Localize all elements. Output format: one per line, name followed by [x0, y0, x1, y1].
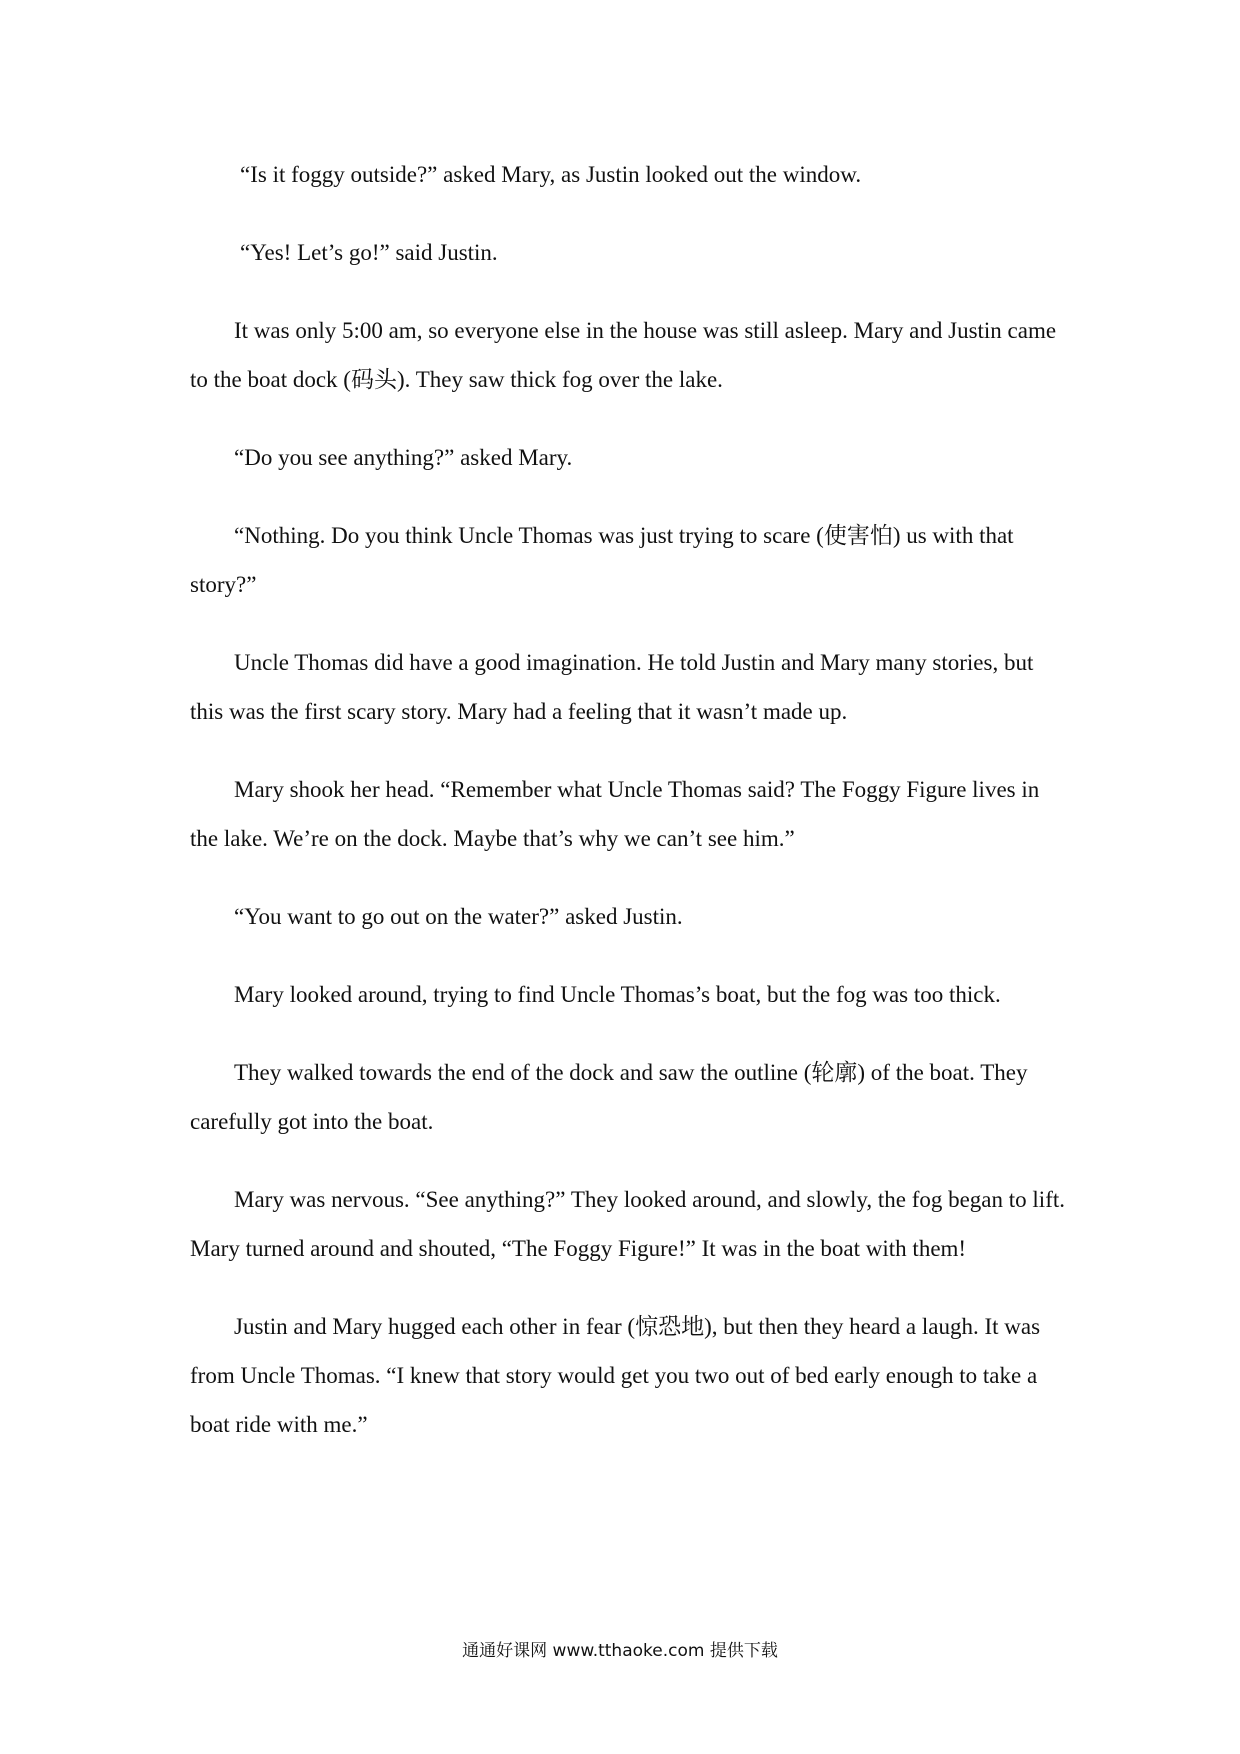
page-footer: 通通好课网 www.tthaoke.com 提供下载: [462, 1641, 778, 1661]
paragraph: Justin and Mary hugged each other in fear (惊恐地), but then they heard a laugh. It was from Uncle Thomas. “I knew that story would get you two out of bed early enough to take a boat ride with me.”: [190, 1314, 1041, 1437]
paragraph: They walked towards the end of the dock and saw the outline (轮廓) of the boat. They carefully got into the boat.: [190, 1060, 1028, 1134]
paragraph: Uncle Thomas did have a good imagination. He told Justin and Mary many stories, but this was the first scary story. Mary had a feeling that it wasn’t made up.: [190, 650, 1034, 724]
paragraph: “Do you see anything?” asked Mary.: [234, 445, 573, 470]
paragraph: “Nothing. Do you think Uncle Thomas was just trying to scare (使害怕) us with that story?”: [190, 523, 1014, 597]
paragraph: Mary looked around, trying to find Uncle Thomas’s boat, but the fog was too thick.: [234, 982, 1001, 1007]
story-body: [190, 150, 1070, 1478]
paragraph: Mary was nervous. “See anything?” They looked around, and slowly, the fog began to lift. Mary turned around and shouted, “The Foggy Figure!” It was in the boat with them!: [190, 1187, 1065, 1261]
paragraph: “Is it foggy outside?” asked Mary, as Justin looked out the window.: [240, 162, 862, 187]
paragraph: “You want to go out on the water?” asked Justin.: [234, 904, 683, 929]
paragraph: Mary shook her head. “Remember what Uncle Thomas said? The Foggy Figure lives in the lake. We’re on the dock. Maybe that’s why we can’t see him.”: [190, 777, 1040, 851]
paragraph: “Yes! Let’s go!” said Justin.: [240, 240, 498, 265]
paragraph: It was only 5:00 am, so everyone else in the house was still asleep. Mary and Justin came to the boat dock (码头). They saw thick fog over the lake.: [190, 318, 1057, 392]
